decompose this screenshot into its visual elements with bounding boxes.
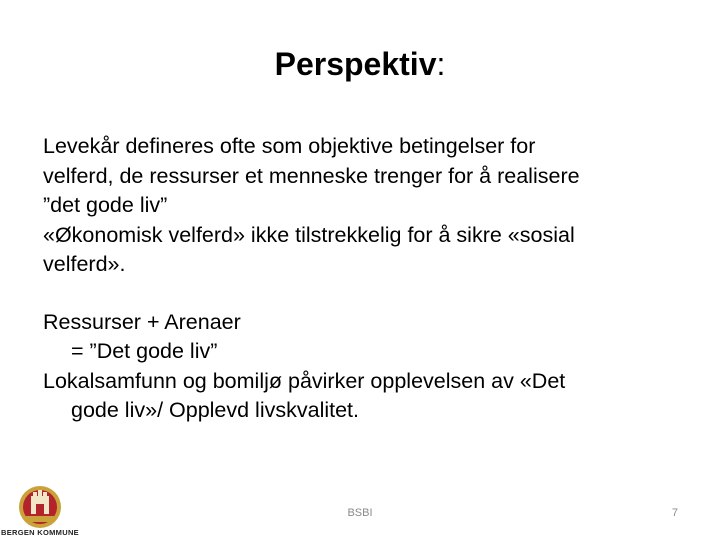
slide-title <box>0 46 720 83</box>
body-line-9: gode liv»/ Opplevd livskvalitet. <box>71 398 360 422</box>
body-line-7: = ”Det gode liv” <box>71 339 218 363</box>
slide-body <box>43 132 683 426</box>
slide-title-colon: : <box>436 46 446 82</box>
paragraph-spacer <box>43 280 683 308</box>
body-line-2: velferd, de ressurser et menneske trenger for å realisere <box>43 163 580 188</box>
page-number: 7 <box>671 507 678 519</box>
logo-caption: BERGEN KOMMUNE <box>1 528 79 537</box>
body-line-8: Lokalsamfunn og bomiljø påvirker opplevelsen av «Det <box>43 368 566 393</box>
body-line-1: Levekår defineres ofte som objektive betingelser for <box>43 134 536 158</box>
body-line-4: «Økonomisk velferd» ikke tilstrekkelig for å sikre «sosial <box>43 222 575 247</box>
body-line-3: ”det gode liv” <box>43 193 168 217</box>
slide-title-text: Perspektiv <box>274 46 437 82</box>
footer-label: BSBI <box>347 507 373 519</box>
body-line-6: Ressurser + Arenaer <box>43 309 241 334</box>
body-line-5: velferd». <box>43 252 126 276</box>
